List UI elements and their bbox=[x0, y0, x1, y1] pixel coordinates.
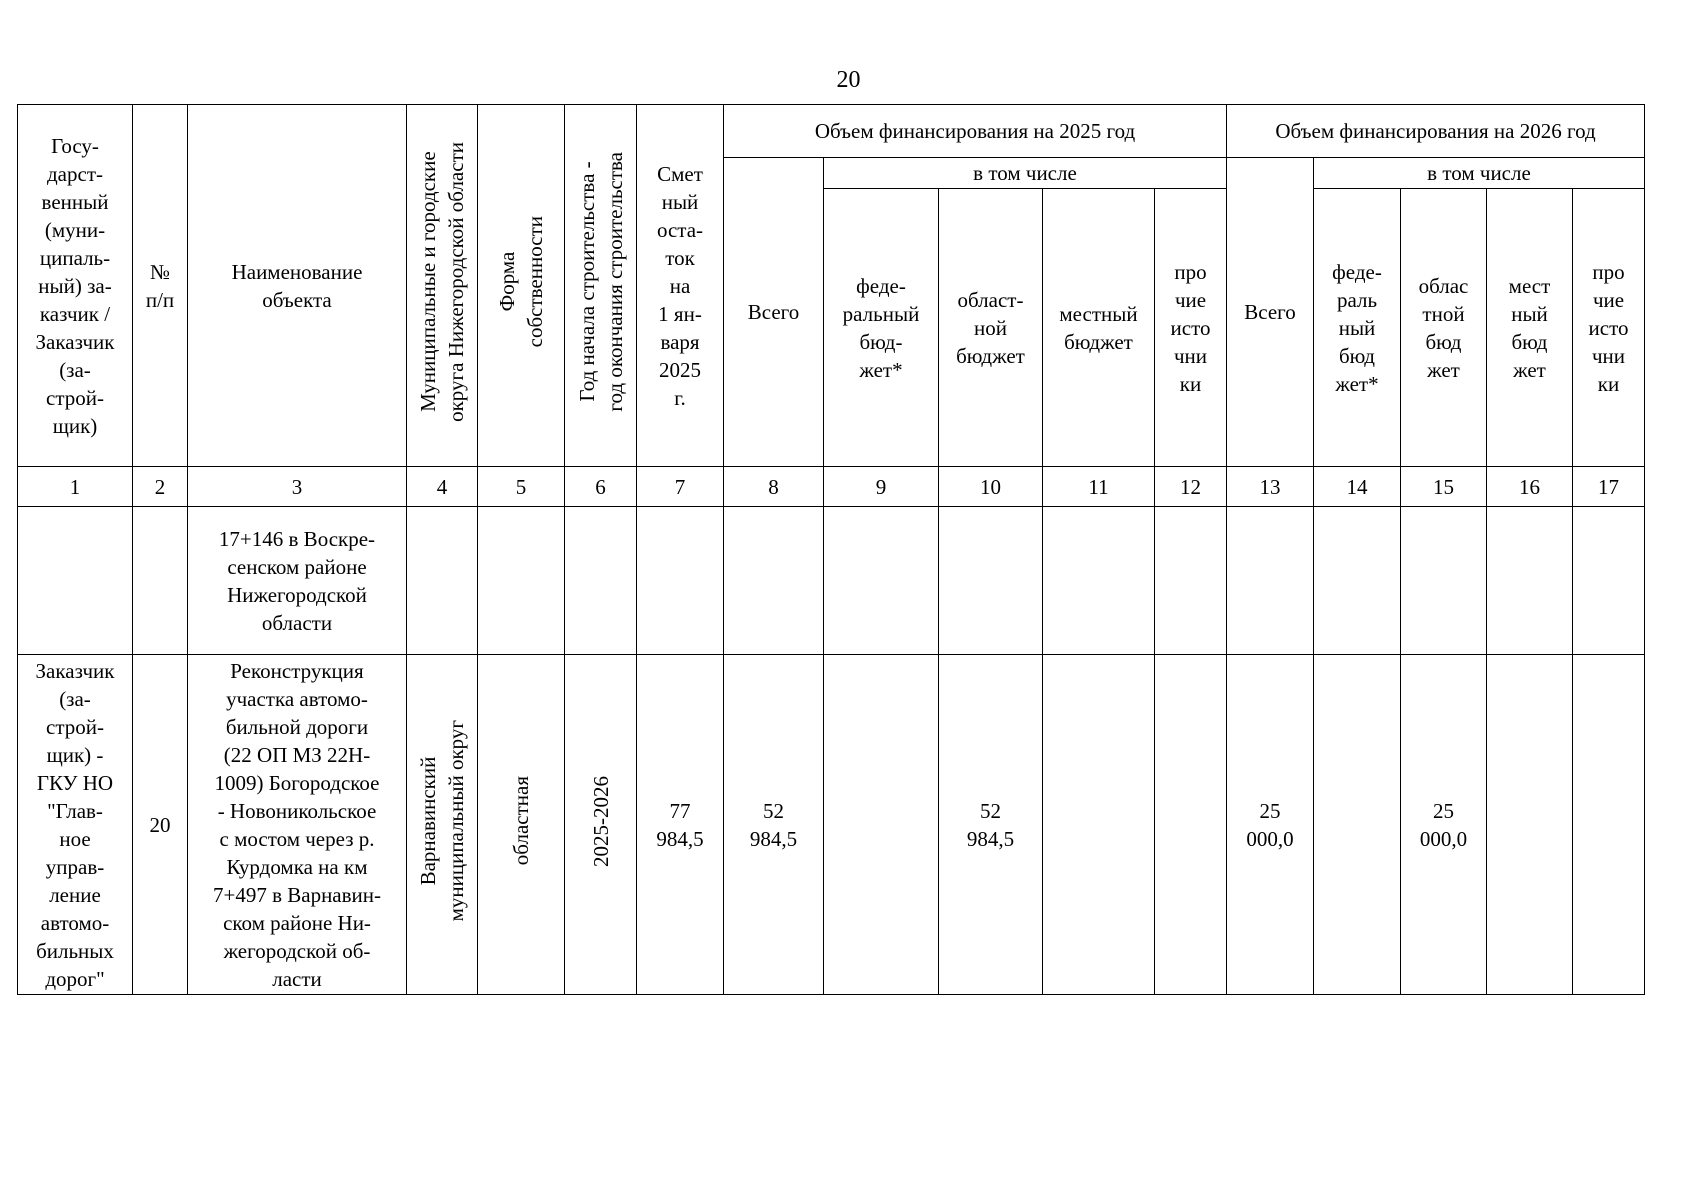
row-estimated-balance bbox=[637, 507, 724, 655]
row-local-2025 bbox=[1043, 655, 1155, 995]
header-financing-2026: Объем финансирования на 2026 год bbox=[1227, 105, 1645, 158]
row-other-2026 bbox=[1573, 507, 1645, 655]
row-other-2026 bbox=[1573, 655, 1645, 995]
row-regional-2026 bbox=[1401, 507, 1487, 655]
header-including-2025: в том числе bbox=[824, 158, 1227, 189]
row-federal-2026 bbox=[1314, 507, 1401, 655]
row-local-2026 bbox=[1487, 655, 1573, 995]
column-number: 17 bbox=[1573, 467, 1645, 507]
column-number: 10 bbox=[939, 467, 1043, 507]
row-object-name: 17+146 в Воскре- сенском районе Нижегородской области bbox=[188, 507, 407, 655]
column-number: 4 bbox=[407, 467, 478, 507]
column-number: 13 bbox=[1227, 467, 1314, 507]
row-municipality-text: Варнавинский муниципальный округ bbox=[416, 720, 468, 922]
row-municipality bbox=[407, 655, 478, 995]
column-number: 7 bbox=[637, 467, 724, 507]
row-ownership-text: областная bbox=[509, 776, 533, 866]
column-number: 8 bbox=[724, 467, 824, 507]
row-number bbox=[133, 507, 188, 655]
header-object-name: Наименование объекта bbox=[188, 105, 407, 467]
row-customer: Заказчик (за- строй- щик) - ГКУ НО "Глав- ное управ- ление автомо- бильных дорог" bbox=[18, 655, 133, 995]
header-total-2025: Всего bbox=[724, 158, 824, 467]
header-other-2025: про чие исто чни ки bbox=[1155, 189, 1227, 467]
row-regional-2026: 25 000,0 bbox=[1401, 655, 1487, 995]
column-number-row bbox=[18, 467, 1645, 507]
header-construction-years: Год начала строительства - год окончания строительства bbox=[574, 152, 627, 412]
header-estimated-balance: Смет ный оста- ток на 1 ян- варя 2025 г. bbox=[637, 105, 724, 467]
header-including-2026: в том числе bbox=[1314, 158, 1645, 189]
row-total-2026 bbox=[1227, 507, 1314, 655]
row-total-2026: 25 000,0 bbox=[1227, 655, 1314, 995]
row-other-2025 bbox=[1155, 655, 1227, 995]
investment-table bbox=[17, 104, 1645, 995]
row-total-2025: 52 984,5 bbox=[724, 655, 824, 995]
row-other-2025 bbox=[1155, 507, 1227, 655]
row-ownership bbox=[478, 507, 565, 655]
column-number: 1 bbox=[18, 467, 133, 507]
header-municipality-cell bbox=[407, 105, 478, 467]
row-federal-2026 bbox=[1314, 655, 1401, 995]
header-customer: Госу- дарст- венный (муни- ципаль- ный) за- казчик / Заказчик (за- строй- щик) bbox=[18, 105, 133, 467]
column-number: 5 bbox=[478, 467, 565, 507]
column-number: 9 bbox=[824, 467, 939, 507]
row-regional-2025: 52 984,5 bbox=[939, 655, 1043, 995]
row-local-2025 bbox=[1043, 507, 1155, 655]
row-federal-2025 bbox=[824, 507, 939, 655]
column-number: 12 bbox=[1155, 467, 1227, 507]
column-number: 2 bbox=[133, 467, 188, 507]
column-number: 6 bbox=[565, 467, 637, 507]
page-number: 20 bbox=[836, 67, 861, 93]
row-federal-2025 bbox=[824, 655, 939, 995]
header-regional-2026: облас тной бюд жет bbox=[1401, 189, 1487, 467]
header-ownership-form: Форма собственности bbox=[495, 216, 547, 348]
row-customer bbox=[18, 507, 133, 655]
row-regional-2025 bbox=[939, 507, 1043, 655]
row-ownership bbox=[478, 655, 565, 995]
table-row bbox=[18, 507, 1645, 655]
header-federal-2026: феде- раль ный бюд жет* bbox=[1314, 189, 1401, 467]
header-years-cell bbox=[565, 105, 637, 467]
header-municipality: Муниципальные и городские округа Нижегородской области bbox=[416, 142, 468, 422]
header-financing-2025: Объем финансирования на 2025 год bbox=[724, 105, 1227, 158]
row-years bbox=[565, 507, 637, 655]
column-number: 15 bbox=[1401, 467, 1487, 507]
row-years bbox=[565, 655, 637, 995]
header-regional-2025: област- ной бюджет bbox=[939, 189, 1043, 467]
row-object-name: Реконструкция участка автомо- бильной дороги (22 ОП МЗ 22Н- 1009) Богородское - Новоникольское с мостом через р. Курдомка на км 7+497 в Варнавин- ском районе Ни- жегородской об- ласти bbox=[188, 655, 407, 995]
header-local-2025: местный бюджет bbox=[1043, 189, 1155, 467]
column-number: 11 bbox=[1043, 467, 1155, 507]
header-other-2026: про чие исто чни ки bbox=[1573, 189, 1645, 467]
header-ownership-cell bbox=[478, 105, 565, 467]
row-total-2025 bbox=[724, 507, 824, 655]
header-total-2026: Всего bbox=[1227, 158, 1314, 467]
table-row bbox=[18, 655, 1645, 995]
row-estimated-balance: 77 984,5 bbox=[637, 655, 724, 995]
row-number: 20 bbox=[133, 655, 188, 995]
row-years-text: 2025-2026 bbox=[588, 775, 613, 867]
row-local-2026 bbox=[1487, 507, 1573, 655]
header-federal-2025: феде- ральный бюд- жет* bbox=[824, 189, 939, 467]
header-number: № п/п bbox=[133, 105, 188, 467]
header-local-2026: мест ный бюд жет bbox=[1487, 189, 1573, 467]
column-number: 14 bbox=[1314, 467, 1401, 507]
column-number: 16 bbox=[1487, 467, 1573, 507]
row-municipality bbox=[407, 507, 478, 655]
column-number: 3 bbox=[188, 467, 407, 507]
